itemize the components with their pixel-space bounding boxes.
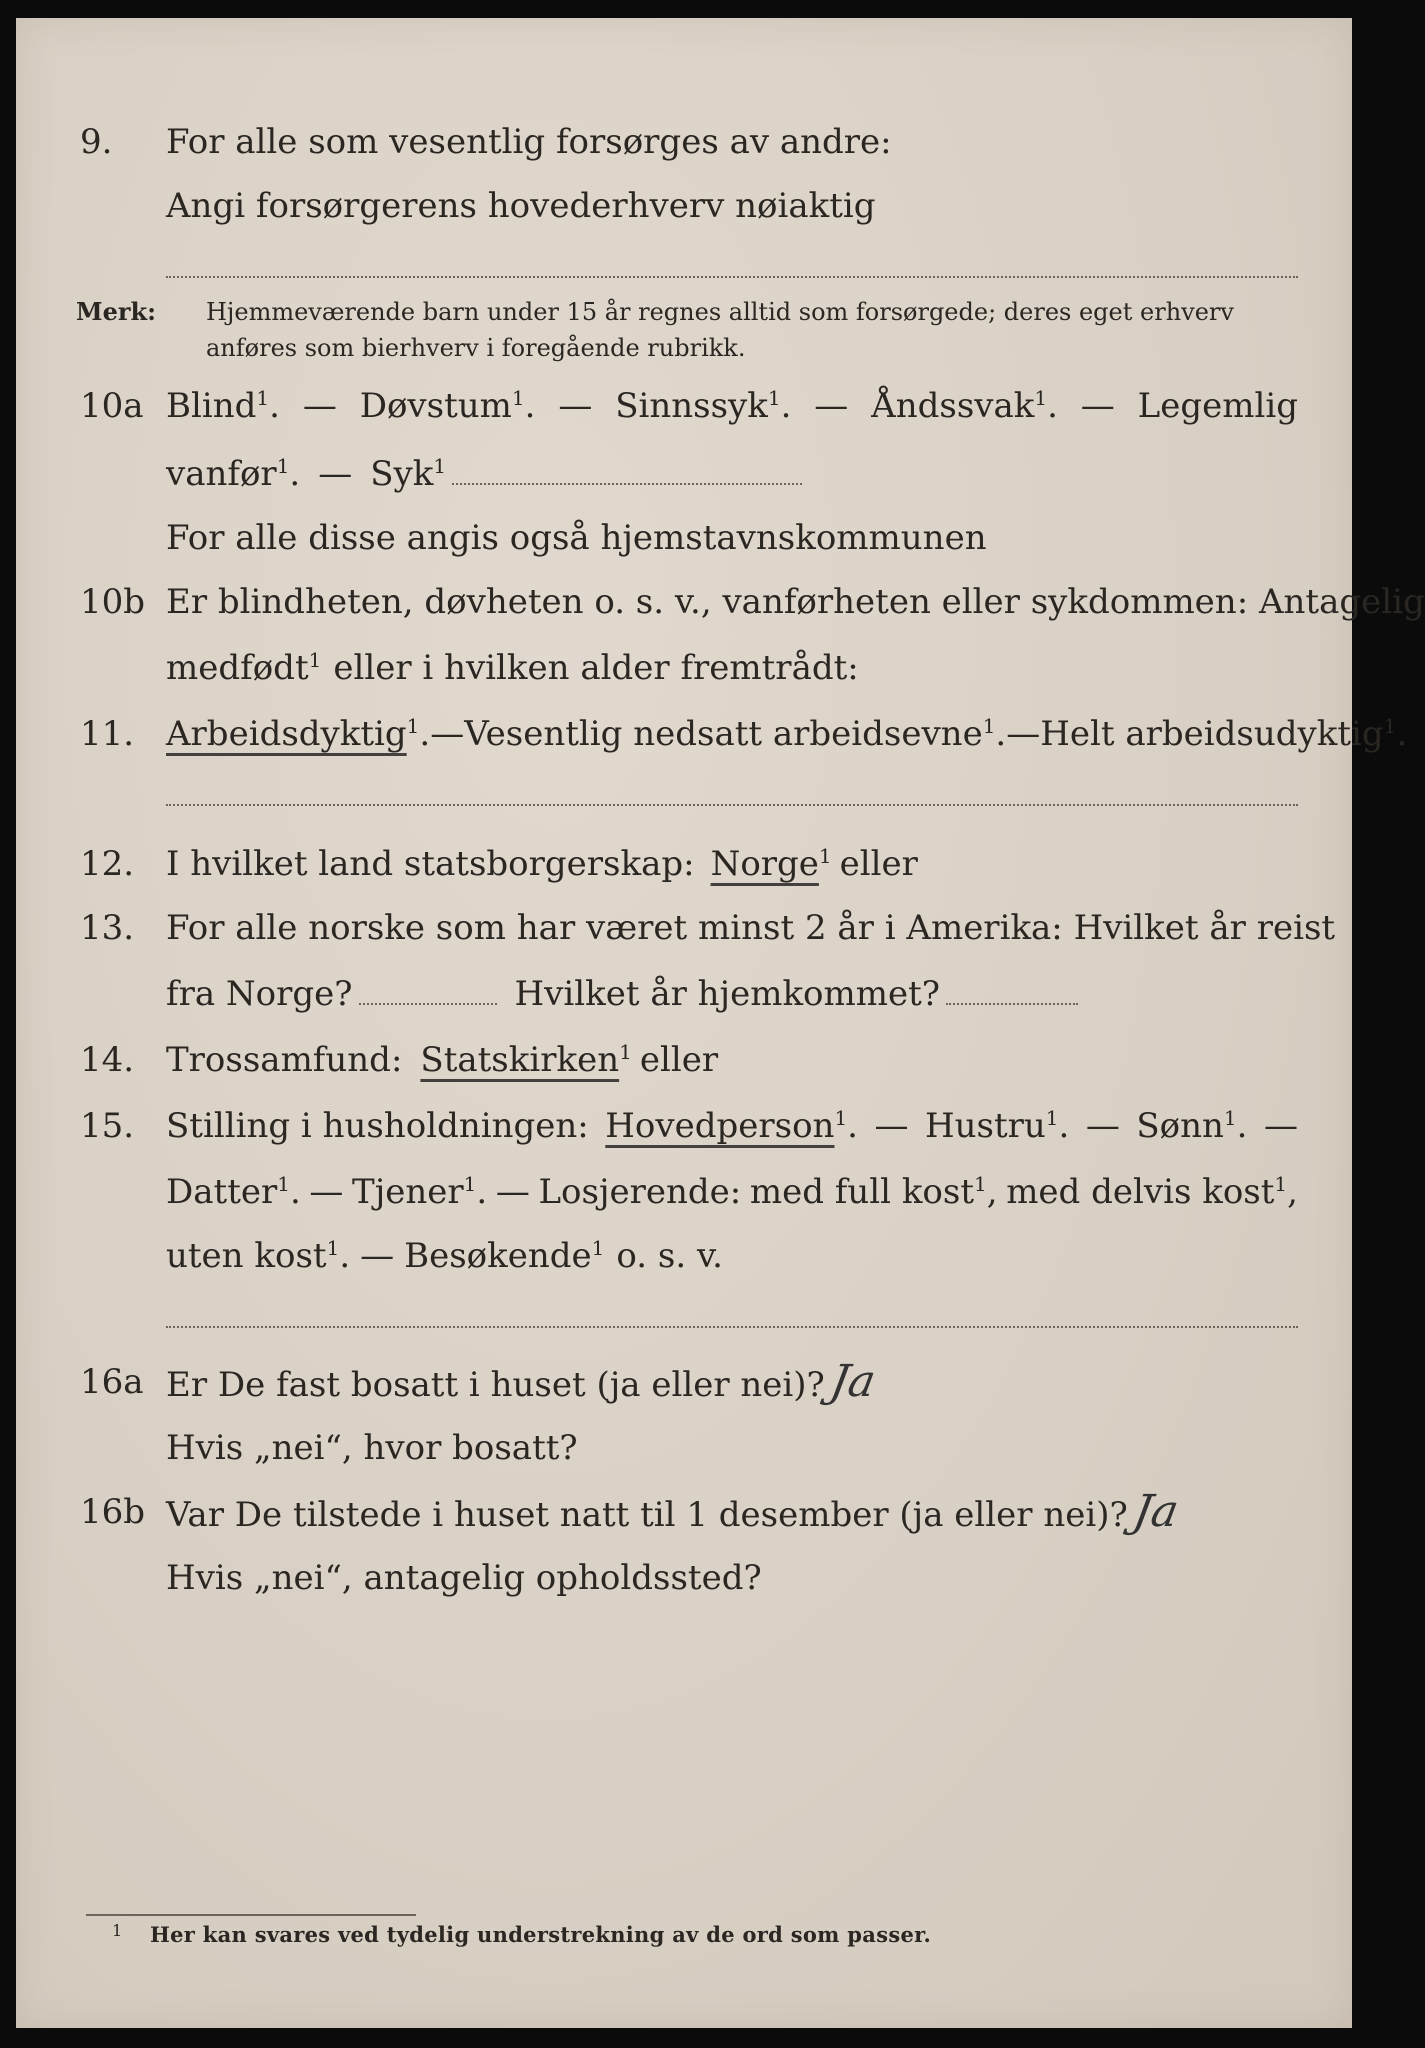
q14-option-statskirken[interactable]: Statskirken$^1$ (420, 1040, 632, 1080)
q16a-bosatt-prompt: Hvis „nei“, hvor bosatt? (166, 1428, 578, 1468)
q15-osv: o. s. v. (616, 1236, 723, 1276)
q15-option-sonn[interactable]: Sønn$^1$. (1136, 1106, 1248, 1146)
q16b-number: 16b (80, 1492, 146, 1532)
q11-option-nedsatt[interactable]: Vesentlig nedsatt arbeidsevne$^1$. (464, 714, 1007, 754)
q16b-prompt: Var De tilstede i huset natt til 1 desember (ja eller nei)? (166, 1495, 1128, 1535)
q15-separator: — (1263, 1106, 1298, 1146)
q16a-line2 (0, 1424, 1382, 1472)
q10b-number: 10b (80, 582, 146, 622)
q16b-handwritten-answer[interactable]: Ja (1129, 1486, 1183, 1537)
q9-prompt: Angi forsørgerens hovederhverv nøiaktig (166, 186, 876, 226)
q10a-option-legemlig[interactable]: Legemlig (1137, 386, 1298, 426)
q9-text: For alle som vesentlig forsørges av andre: (166, 122, 892, 162)
q11-separator: — (1006, 714, 1041, 754)
q15-separator: — (1085, 1106, 1120, 1146)
q10a-option-sinnssyk[interactable]: Sinnssyk$^1$. (615, 386, 792, 426)
q13-line1 (0, 904, 1382, 952)
q9-line2 (0, 182, 1382, 230)
footnote-rule (86, 1914, 416, 1916)
q11-option-arbeidsdyktig[interactable]: Arbeidsdyktig$^1$. (166, 714, 431, 754)
q16a-line1 (0, 1358, 1382, 1406)
q10a-option-vanfor[interactable]: vanfør$^1$. (166, 454, 301, 494)
q9-extra-line[interactable] (166, 276, 1298, 278)
q10a-line1 (0, 382, 1382, 430)
q9-number: 9. (80, 122, 113, 162)
q16b-opphold-prompt: Hvis „nei“, antagelig opholdssted? (166, 1558, 762, 1598)
q13-line2 (0, 970, 1382, 1018)
q15-number: 15. (80, 1106, 135, 1146)
q10a-option-blind[interactable]: Blind$^1$. (166, 386, 280, 426)
q10a-option-andssvak[interactable]: Åndssvak$^1$. (871, 386, 1058, 426)
q13-reist-prompt: fra Norge? (166, 974, 353, 1014)
q16b-line2 (0, 1554, 1382, 1602)
q10a-separator: — (302, 386, 337, 426)
q10b-line2 (0, 644, 1382, 692)
q10a-option-dovstum[interactable]: Døvstum$^1$. (359, 386, 536, 426)
q9-line1 (0, 118, 1382, 166)
q16a-prompt: Er De fast bosatt i huset (ja eller nei)? (166, 1365, 825, 1405)
q11-separator: — (430, 714, 465, 754)
q15-line2 (0, 1168, 1382, 1216)
q10a-separator: — (1080, 386, 1115, 426)
q15-losjerende-label: Losjerende: (538, 1172, 742, 1212)
q15-option-hovedperson[interactable]: Hovedperson$^1$. (605, 1106, 858, 1146)
q10a-separator: — (558, 386, 593, 426)
q10a-number: 10a (80, 386, 144, 426)
q10a-separator: — (814, 386, 849, 426)
footnote-mark: 1 (112, 1921, 123, 1940)
q15-extra-line[interactable] (166, 1326, 1298, 1328)
q16a-number: 16a (80, 1362, 144, 1402)
q10b-option-medfodt[interactable]: medfødt$^1$ (166, 648, 322, 688)
q12-prompt: I hvilket land statsborgerskap: (166, 844, 695, 884)
q15-separator: — (360, 1236, 395, 1276)
q15-line3 (0, 1232, 1382, 1280)
q15-separator: — (495, 1172, 530, 1212)
q10a-hjemstavn-prompt: For alle disse angis også hjemstavnskommunen (166, 518, 987, 558)
q11-line (0, 710, 1408, 758)
q12-line (0, 840, 1382, 888)
q15-option-tjener[interactable]: Tjener$^1$. (352, 1172, 488, 1212)
footnote (112, 1920, 932, 1950)
q13-hjemkommet-prompt: Hvilket år hjemkommet? (514, 974, 941, 1014)
q15-option-datter[interactable]: Datter$^1$. (166, 1172, 301, 1212)
q10b-line1 (0, 578, 1425, 626)
q10b-text: Er blindheten, døvheten o. s. v., vanførheten eller sykdommen: Antagelig (166, 582, 1425, 622)
q11-option-udyktig[interactable]: Helt arbeidsudyktig$^1$. (1040, 714, 1408, 754)
merk-text: Hjemmeværende barn under 15 år regnes alltid som forsørgede; deres eget erhverv anføres som bierhverv i foregående rubrikk. (206, 298, 1234, 362)
q14-prompt: Trossamfund: (166, 1040, 403, 1080)
q10a-option-syk[interactable]: Syk$^1$ (370, 454, 447, 494)
q15-line1 (0, 1102, 1382, 1150)
q13-number: 13. (80, 908, 135, 948)
q13-reist-field[interactable] (359, 977, 497, 1005)
q14-eller: eller (639, 1040, 719, 1080)
q13-hjemkommet-field[interactable] (946, 977, 1078, 1005)
q10a-separator: — (318, 454, 353, 494)
q15-option-full-kost[interactable]: med full kost$^1$, (749, 1172, 998, 1212)
q10a-line2 (0, 450, 1382, 498)
q10a-line3 (0, 514, 1382, 562)
footnote-text: Her kan svares ved tydelig understrekning av de ord som passer. (150, 1922, 932, 1947)
q10a-syk-field[interactable] (452, 457, 802, 485)
q13-text: For alle norske som har været minst 2 år i Amerika: Hvilket år reist (166, 908, 1336, 948)
q16b-line1 (0, 1488, 1382, 1536)
q15-separator: — (874, 1106, 909, 1146)
q14-line (0, 1036, 1382, 1084)
q16a-handwritten-answer[interactable]: Ja (826, 1356, 880, 1407)
q12-eller: eller (839, 844, 918, 884)
merk-label: Merk: (76, 297, 156, 326)
q14-number: 14. (80, 1040, 135, 1080)
q10b-prompt: eller i hvilken alder fremtrådt: (333, 648, 859, 688)
q12-number: 12. (80, 844, 135, 884)
q11-extra-line[interactable] (166, 804, 1298, 806)
q12-option-norge[interactable]: Norge$^1$ (710, 844, 832, 884)
q15-prompt: Stilling i husholdningen: (166, 1106, 589, 1146)
q15-option-delvis-kost[interactable]: med delvis kost$^1$, (1006, 1172, 1298, 1212)
q15-separator: — (309, 1172, 344, 1212)
q15-option-hustru[interactable]: Hustru$^1$. (924, 1106, 1070, 1146)
q15-option-besokende[interactable]: Besøkende$^1$ (404, 1236, 605, 1276)
q15-option-uten-kost[interactable]: uten kost$^1$. (166, 1236, 351, 1276)
q11-number: 11. (80, 714, 135, 754)
